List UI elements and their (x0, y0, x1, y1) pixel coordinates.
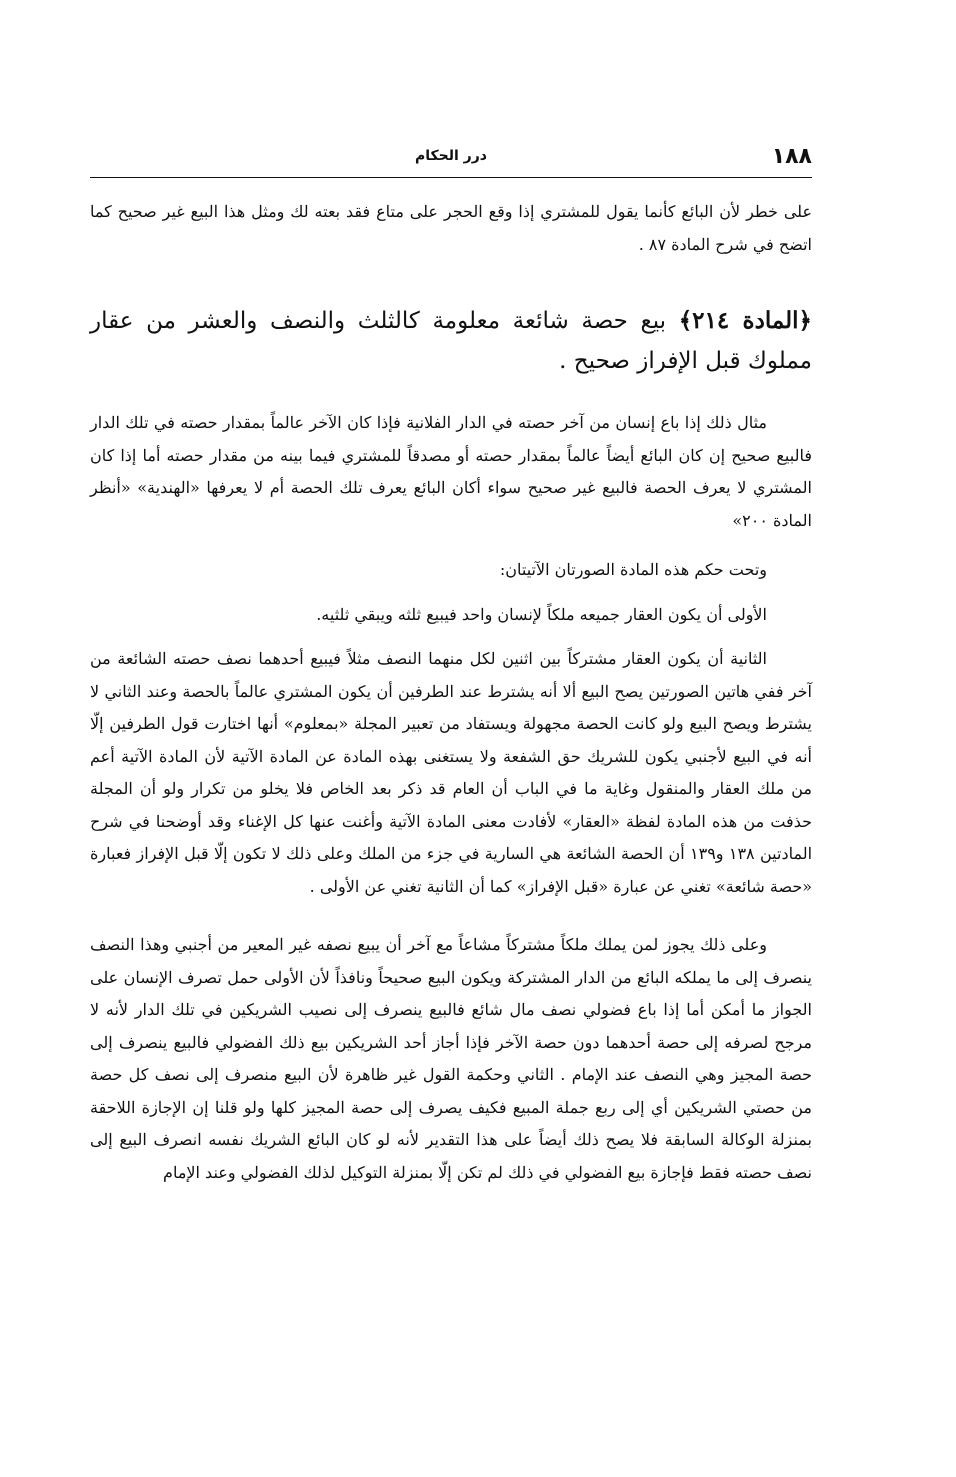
second-case-paragraph: الثانية أن يكون العقار مشتركاً بين اثنين لكل منهما النصف مثلاً فيبيع أحدهما نصف حصته الشائعة من آخر ففي هاتين الصورتين يصح البيع ألا أنه يشترط عند الطرفين أن يكون المشتري عالماً بالحصة وعند الثاني لا يشترط ويصح البيع ولو كانت الحصة مجهولة ويستفاد من تعبير المجلة «بمعلوم» أنها اختارت قول الطرفين إلّا أنه في البيع لأجنبي يكون للشريك حق الشفعة ولا يستغنى بهذه المادة عن المادة الآتية لأن المادة الآتية أعم من ملك العقار والمنقول وغاية ما في الباب أن العام قد ذكر بعد الخاص فلا يخلو من تكرار ولو أن المجلة حذفت من هذه المادة لفظة «العقار» لأفادت معنى المادة الآتية وأغنت عنها كل الإغناء وقد أوضحنا في شرح المادتين ١٣٨ و١٣٩ أن الحصة الشائعة هي السارية في جزء من الملك وعلى ذلك لا تكون إلّا قبل الإفراز فعبارة «حصة شائعة» تغني عن عبارة «قبل الإفراز» كما أن الثانية تغني عن الأولى . (90, 649, 813, 896)
article-text: بيع حصة شائعة معلومة كالثلث والنصف والعشر من عقار مملوك قبل الإفراز صحيح . (90, 308, 812, 374)
first-case-paragraph: الأولى أن يكون العقار جميعه ملكاً لإنسان واحد فيبيع ثلثه ويبقي ثلثيه. (316, 604, 767, 624)
example-paragraph: مثال ذلك إذا باع إنسان من آخر حصته في الدار الفلانية فإذا كان الآخر عالماً بمقدار حصته في تلك الدار فالبيع صحيح إن كان البائع أيضاً عالماً بمقدار حصته أو مصدقاً للمشتري فيما بينه من مقدار حصته أما إذا كان المشتري لا يعرف الحصة فالبيع غير صحيح سواء أكان البائع يعرف تلك الحصة أم لا يعرفها «الهندية» «أنظر المادة ٢٠٠» (90, 413, 813, 530)
page-body (90, 196, 812, 1189)
consequence-paragraph: وعلى ذلك يجوز لمن يملك ملكاً مشتركاً مشاعاً مع آخر أن يبيع نصفه غير المعير من أجنبي وهذا النصف ينصرف إلى ما يملكه البائع من الدار المشتركة ويكون البيع صحيحاً ونافذاً لأن الأولى حمل تصرف الإنسان على الجواز ما أمكن أما إذا باع فضولي نصف مال شائع فالبيع ينصرف إلى نصيب الشريكين في تلك الدار لأنه لا مرجح لصرفه إلى حصة أحدهما دون حصة الآخر فإذا أجاز أحد الشريكين بيع ذلك الفضولي فالبيع ينصرف إلى حصة المجيز وهي النصف عند الإمام . الثاني وحكمة القول غير ظاهرة لأن البيع منصرف إلى نصف كل حصة من حصتي الشريكين أي إلى ربع جملة المبيع فكيف يصرف إلى حصة المجيز كلها ولو قلنا إن الإجازة اللاحقة بمنزلة الوكالة السابقة فلا يصح ذلك أيضاً على هذا التقدير لأنه لو كان البائع الشريك نفسه انصرف البيع إلى نصف حصته فقط فإجازة بيع الفضولي في ذلك لم تكن إلّا بمنزلة التوكيل لذلك الفضولي وعند الإمام (90, 935, 813, 1182)
page-header (90, 140, 812, 176)
running-title: درر الحكام (415, 148, 487, 164)
page-number: ١٨٨ (771, 144, 812, 169)
article-214 (90, 301, 812, 381)
cases-intro-paragraph: وتحت حكم هذه المادة الصورتان الآتيتان: (499, 560, 767, 579)
continuation-paragraph: على خطر لأن البائع كأنما يقول للمشتري إذا وقع الحجر على متاع فقد بعته لك ومثل هذا البيع غير صحيح كما اتضح في شرح المادة ٨٧ . (90, 202, 812, 254)
header-divider (90, 177, 812, 178)
article-label: ﴿المادة ٢١٤﴾ (678, 307, 813, 334)
